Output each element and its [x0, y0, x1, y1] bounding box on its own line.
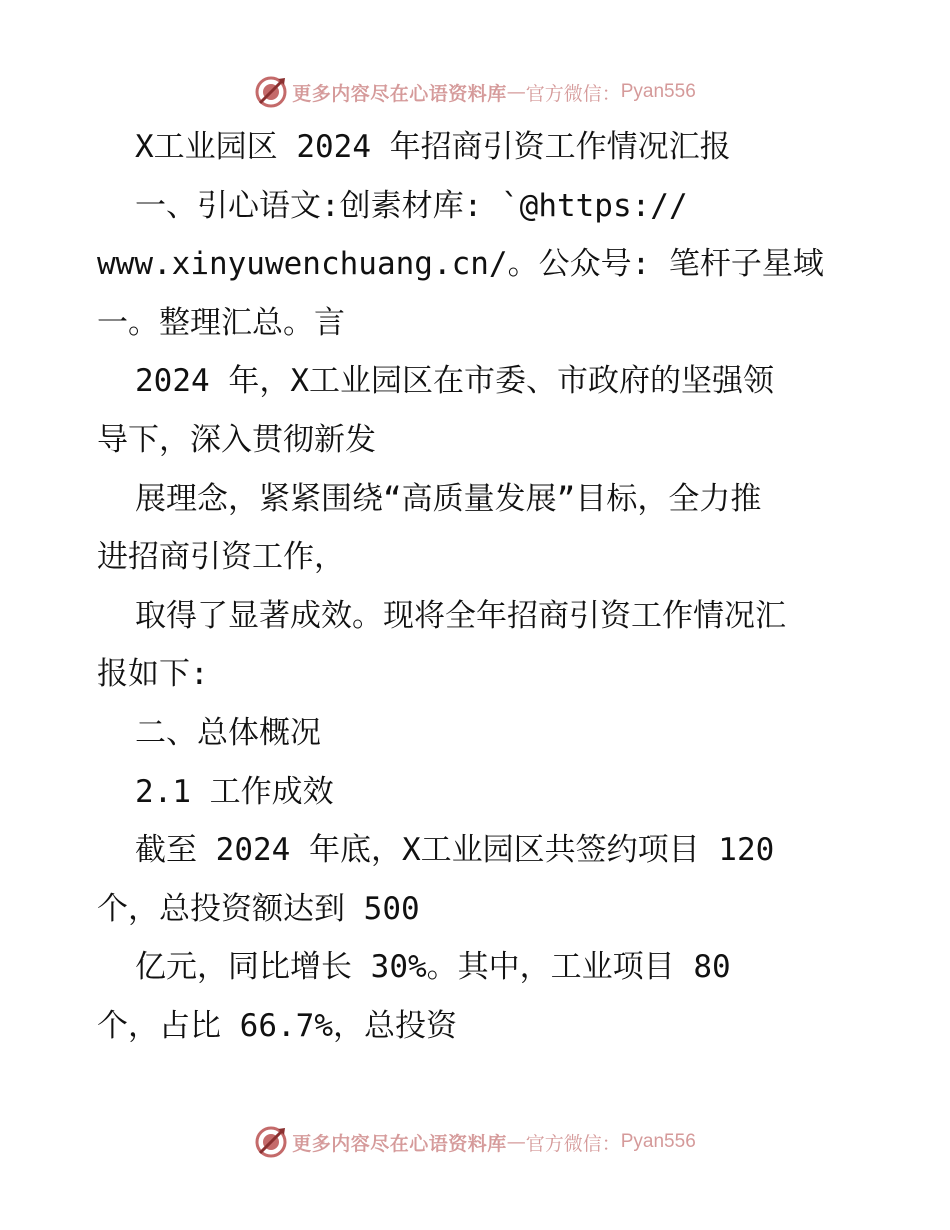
- quill-seal-icon: [254, 1125, 288, 1159]
- text-line: 2024 年，X工业园区在市委、市政府的坚强领: [135, 363, 774, 400]
- text-line: 一、引心语文:创素材库: `@https://: [135, 187, 688, 224]
- text-line: 截至 2024 年底，X工业园区共签约项目 120: [135, 832, 775, 869]
- watermark-contact: 官方微信：: [525, 82, 621, 105]
- subsection-heading: 2.1 工作成效: [135, 773, 334, 810]
- text-line: 一。整理汇总。言: [97, 304, 345, 341]
- text-line: 进招商引资工作，: [97, 539, 345, 576]
- text-line: 导下，深入贯彻新发: [97, 421, 376, 458]
- text-line: 报如下:: [97, 656, 209, 693]
- text-line: 个，总投资额达到 500: [97, 890, 420, 927]
- text-line: 取得了显著成效。现将全年招商引资工作情况汇: [135, 597, 786, 634]
- document-title: X工业园区 2024 年招商引资工作情况汇报: [135, 129, 731, 165]
- watermark-dash: —: [506, 1131, 526, 1153]
- text-line: www.xinyuwenchuang.cn/。公众号: 笔杆子星域: [97, 246, 824, 283]
- document-body: [97, 118, 877, 1056]
- watermark-contact: 官方微信：: [525, 1132, 621, 1155]
- watermark-dash: —: [506, 81, 526, 103]
- text-line: 展理念，紧紧围绕“高质量发展”目标，全力推: [135, 480, 762, 517]
- watermark-text: 更多内容尽在心语资料库: [292, 1132, 507, 1155]
- watermark-wechat-id: Pyan556: [620, 1131, 696, 1152]
- watermark-wechat-id: Pyan556: [620, 81, 696, 102]
- footer-watermark: [0, 1122, 950, 1162]
- text-line: 亿元，同比增长 30%。其中，工业项目 80: [135, 949, 731, 986]
- quill-seal-icon: [254, 75, 288, 109]
- watermark-text: 更多内容尽在心语资料库: [292, 82, 507, 105]
- section-heading: 二、总体概况: [135, 714, 321, 751]
- text-line: 个，占比 66.7%，总投资: [97, 1007, 457, 1044]
- header-watermark: [0, 72, 950, 112]
